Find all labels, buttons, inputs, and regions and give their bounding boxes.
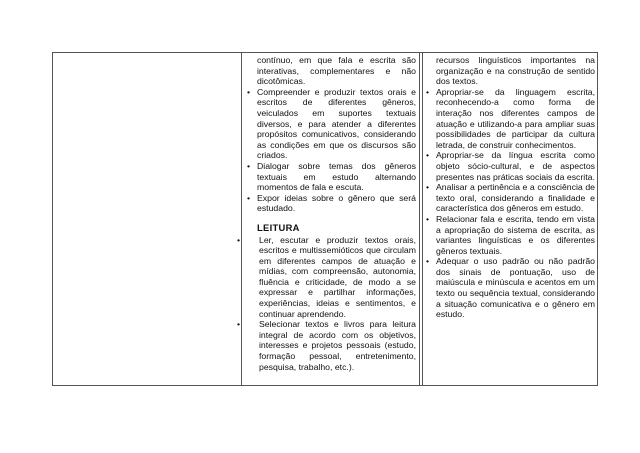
list-item: • Ler, escutar e produzir textos orais, escritos e multissemióticos que circulam em diferentes campos de atuação e mídias, com compreensão, autonomia, fluência e criticidade, de modo a se expressar e partilhar informações, experiências, ideias e sentimentos, e continuar aprendendo. (237, 234, 416, 319)
column-divider-2a (419, 52, 420, 386)
list-item: • Selecionar textos e livros para leitura integral de acordo com os objetivos, interesses e projetos pessoais (estudo, formação pessoal, entretenimento, pesquisa, trabalho, etc.). (237, 319, 416, 372)
bullet-icon: • (426, 150, 430, 161)
list-item: • Expor ideias sobre o gênero que será estudado. (247, 192, 416, 214)
bullet-icon: • (426, 256, 430, 267)
column-2-cell (237, 55, 416, 372)
bullet-icon: • (247, 86, 251, 97)
table-right-border (597, 52, 598, 386)
bullet-icon: • (237, 234, 241, 245)
list-item: • Apropriar-se da língua escrita como objeto sócio-cultural, e de aspectos presentes nas práticas sociais da escrita. (426, 150, 595, 182)
list-item: • Relacionar fala e escrita, tendo em vista a apropriação do sistema de escrita, as variantes linguísticas e os diferentes gêneros textuais. (426, 213, 595, 256)
table-top-border (52, 52, 598, 53)
bullet-icon: • (426, 182, 430, 193)
column-divider-1 (241, 52, 242, 386)
continuation-text: recursos linguísticos importantes na organização e na construção de sentido dos textos. (436, 55, 595, 87)
bullet-icon: • (247, 192, 251, 203)
column-3-cell (425, 55, 595, 320)
objectives-list (246, 87, 416, 214)
bullet-icon: • (237, 319, 241, 330)
table-left-border (52, 52, 53, 386)
bullet-icon: • (426, 86, 430, 97)
table-bottom-border (52, 385, 598, 386)
continuation-text: contínuo, em que fala e escrita são interativas, complementares e não dicotômicas. (257, 55, 416, 87)
list-item: • Adequar o uso padrão ou não padrão dos sinais de pontuação, uso de maiúscula e minúscula e acentos em um texto ou sequência textual, considerando a situação comunicativa e o gênero em estudo. (426, 256, 595, 320)
bullet-icon: • (247, 160, 251, 171)
list-item: • Apropriar-se da linguagem escrita, reconhecendo-a como forma de interação nos diferentes campos de atuação e utilizando-a para ampliar suas possibilidades de participar da cultura letrada, de construir conhecimentos. (426, 86, 595, 150)
objectives-list (425, 87, 595, 320)
leitura-list (237, 234, 416, 373)
list-item: • Dialogar sobre temas dos gêneros textuais em estudo alternando momentos de fala e escuta. (247, 160, 416, 193)
section-heading-leitura: LEITURA (257, 221, 300, 233)
list-item: • Compreender e produzir textos orais e escritos de diferentes gêneros, veiculados em suportes textuais diversos, e para atender a diferentes propósitos comunicativos, considerando as condições em que os discursos são criados. (247, 86, 416, 161)
list-item: • Analisar a pertinência e a consciência de texto oral, considerando a finalidade e característica dos gêneros em estudo. (426, 182, 595, 214)
bullet-icon: • (426, 213, 430, 224)
column-divider-2b (422, 52, 423, 386)
